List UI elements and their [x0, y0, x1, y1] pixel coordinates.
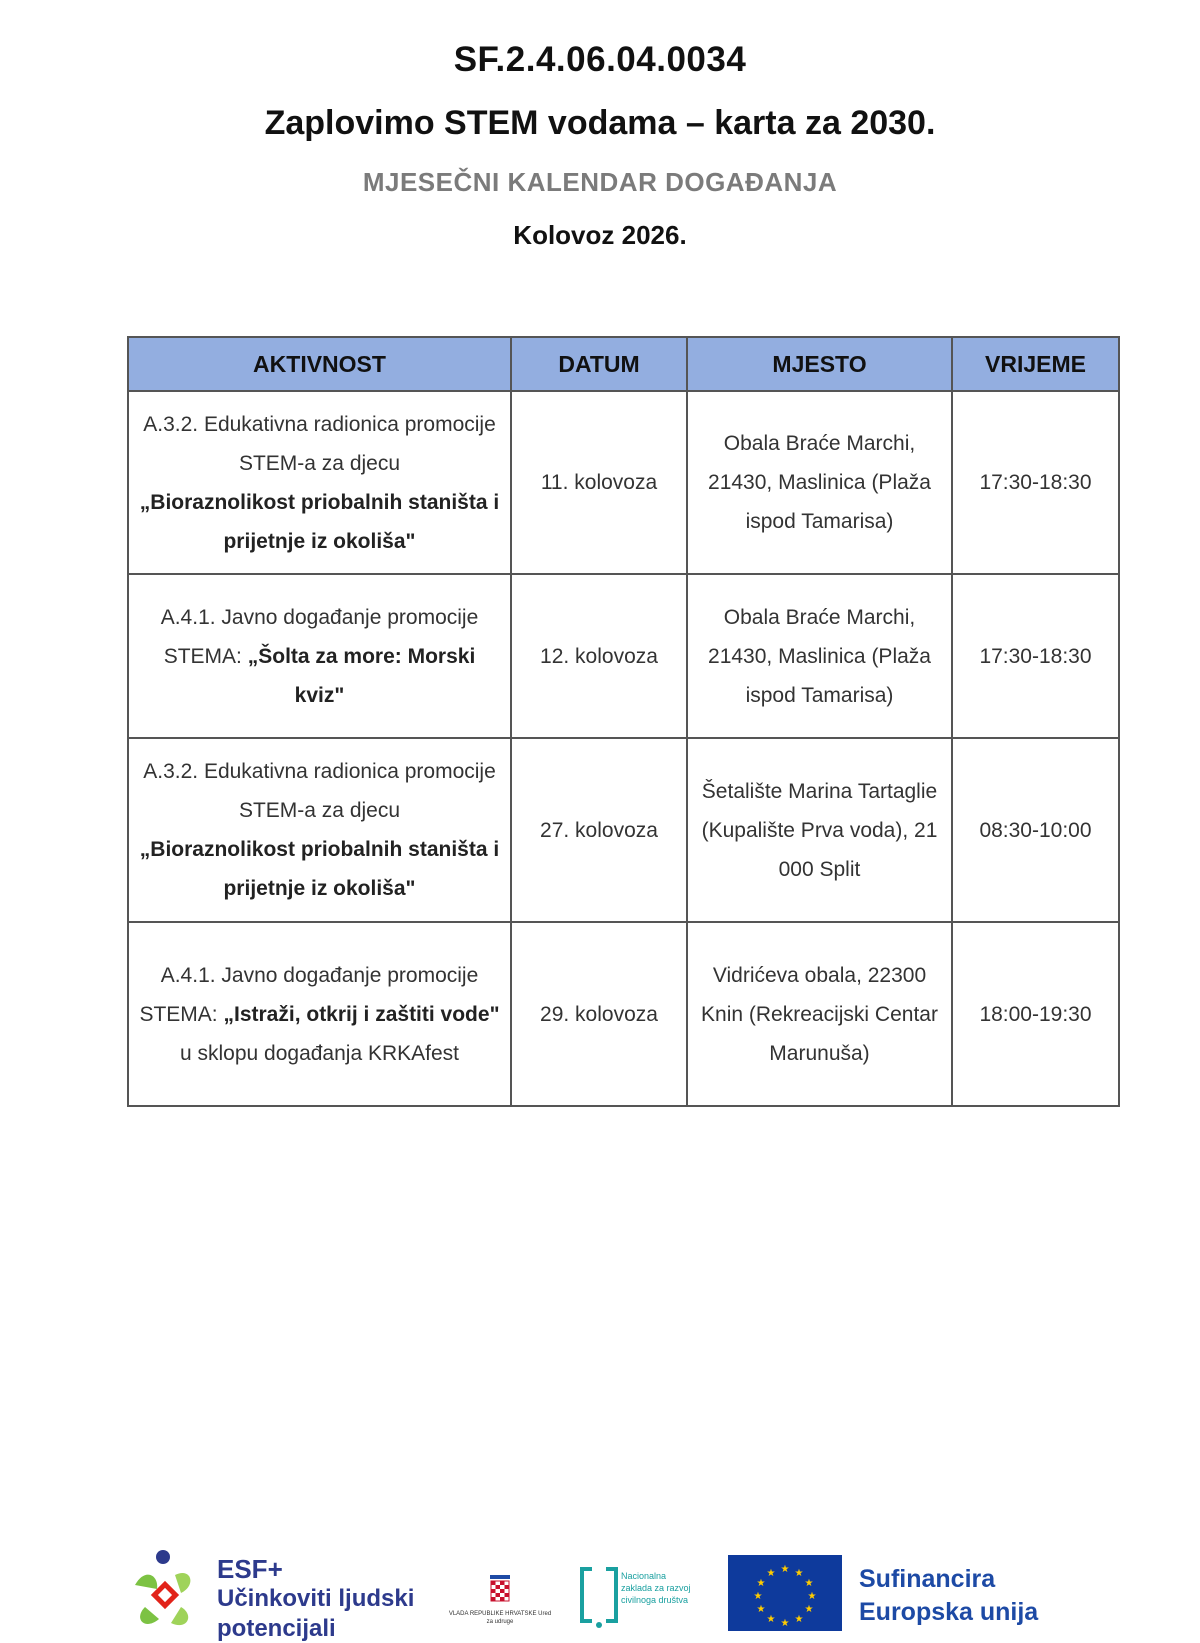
date-cell: 27. kolovoza — [511, 738, 687, 922]
eu-flag-icon — [728, 1555, 842, 1631]
calendar-subtitle: MJESEČNI KALENDAR DOGAĐANJA — [362, 167, 838, 197]
time-cell: 17:30-18:30 — [952, 391, 1119, 574]
activity-description: A.3.2. Edukativna radionica promocije STEM-a za djecu — [143, 412, 496, 475]
svg-text:★: ★ — [780, 1618, 790, 1629]
svg-text:★: ★ — [807, 1591, 817, 1602]
activity-cell — [128, 574, 511, 738]
activity-event-name: „Istraži, otkrij i zaštiti vode" — [223, 1002, 500, 1026]
eu-cofinanced-line1: Sufinancira — [859, 1565, 996, 1593]
events-table — [127, 336, 1120, 1107]
activity-cell — [128, 738, 511, 922]
activity-description: A.4.1. Javno događanje promocije STEMA: — [139, 963, 479, 1026]
time-cell: 18:00-19:30 — [952, 922, 1119, 1106]
table-header-row — [128, 337, 1119, 391]
table-row — [128, 574, 1119, 738]
svg-text:★: ★ — [804, 1578, 814, 1589]
svg-text:★: ★ — [753, 1591, 763, 1602]
column-header-activity: AKTIVNOST — [128, 337, 511, 391]
activity-event-name: „Bioraznolikost priobalnih staništa i prijetnje iz okoliša" — [139, 838, 500, 900]
place-cell: Obala Braće Marchi, 21430, Maslinica (Plaža ispod Tamarisa) — [687, 574, 952, 738]
esf-plus-label: ESF+ — [217, 1554, 283, 1584]
date-cell: 11. kolovoza — [511, 391, 687, 574]
activity-description: A.3.2. Edukativna radionica promocije STEM-a za djecu — [143, 760, 496, 822]
column-header-place: MJESTO — [687, 337, 952, 391]
table-row — [128, 391, 1119, 574]
place-cell: Vidrićeva obala, 22300 Knin (Rekreacijski Centar Marunuša) — [687, 922, 952, 1106]
date-cell: 29. kolovoza — [511, 922, 687, 1106]
activity-suffix: u sklopu događanja KRKAfest — [179, 1041, 460, 1065]
footer-logos — [0, 1545, 1200, 1642]
activity-cell — [128, 391, 511, 574]
activity-event-name: „Bioraznolikost priobalnih staništa i prijetnje iz okoliša" — [139, 490, 500, 553]
date-cell: 12. kolovoza — [511, 574, 687, 738]
svg-text:★: ★ — [794, 1614, 804, 1625]
table-row — [128, 738, 1119, 922]
svg-text:★: ★ — [756, 1604, 766, 1615]
time-cell: 08:30-10:00 — [952, 738, 1119, 922]
column-header-time: VRIJEME — [952, 337, 1119, 391]
esf-programme-line1: Učinkoviti ljudski — [217, 1585, 415, 1612]
svg-text:★: ★ — [794, 1568, 804, 1579]
esf-programme-line2: potencijali — [217, 1615, 336, 1642]
activity-description: A.4.1. Javno događanje promocije STEMA: — [160, 605, 479, 668]
table-row — [128, 922, 1119, 1106]
calendar-month: Kolovoz 2026. — [513, 220, 687, 250]
zaklada-caption: Nacionalna zaklada za razvoj civilnoga društva — [621, 1571, 691, 1605]
eu-stars-icon — [728, 1555, 842, 1631]
place-cell: Obala Braće Marchi, 21430, Maslinica (Plaža ispod Tamarisa) — [687, 391, 952, 574]
place-cell: Šetalište Marina Tartaglie (Kupalište Prva voda), 21 000 Split — [687, 738, 952, 922]
time-cell: 17:30-18:30 — [952, 574, 1119, 738]
project-title: Zaplovimo STEM vodama – karta za 2030. — [264, 104, 936, 142]
vlada-caption: VLADA REPUBLIKE HRVATSKE Ured za udruge — [448, 1611, 552, 1625]
activity-event-name: „Šolta za more: Morski kviz" — [247, 644, 476, 707]
svg-text:★: ★ — [766, 1614, 776, 1625]
svg-text:★: ★ — [804, 1604, 814, 1615]
project-code: SF.2.4.06.04.0034 — [453, 40, 747, 79]
svg-text:★: ★ — [780, 1564, 790, 1575]
svg-text:★: ★ — [756, 1578, 766, 1589]
eu-cofinanced-line2: Europska unija — [859, 1598, 1039, 1626]
activity-cell — [128, 922, 511, 1106]
svg-text:★: ★ — [766, 1568, 776, 1579]
column-header-date: DATUM — [511, 337, 687, 391]
